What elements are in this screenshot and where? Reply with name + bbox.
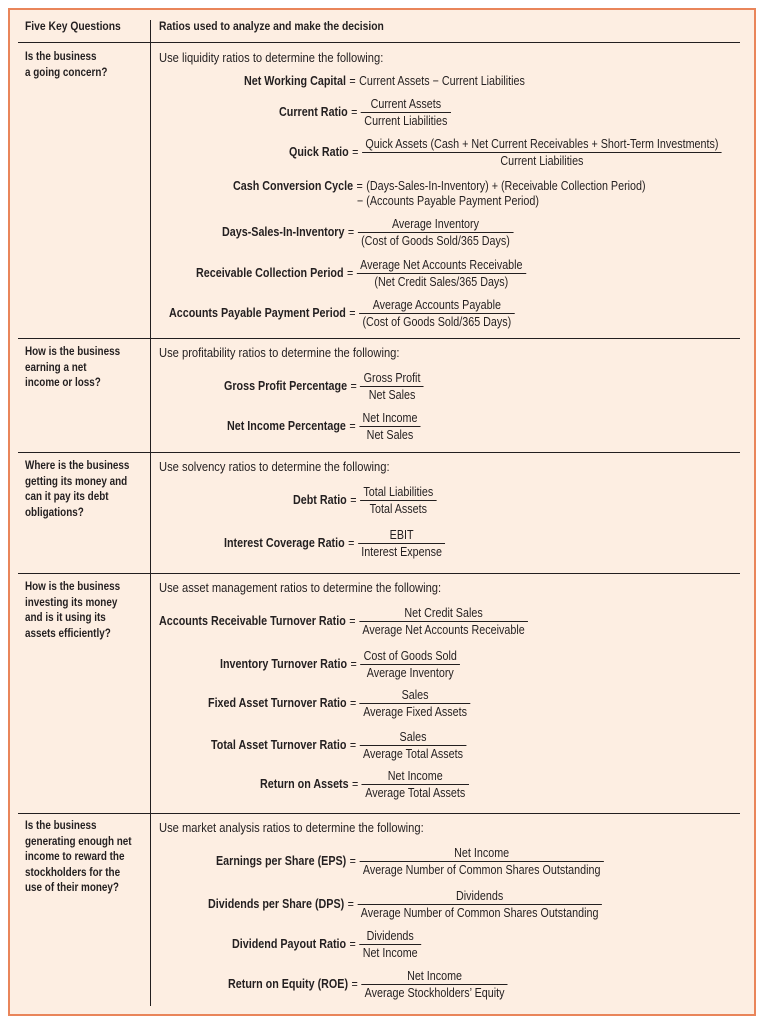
section-intro: Use asset management ratios to determine the following: bbox=[159, 580, 442, 595]
section-intro: Use market analysis ratios to determine the following: bbox=[159, 820, 424, 835]
question-reward-stockholders: Is the business generating enough net income to reward the stockholders for the use of their money? bbox=[25, 820, 132, 894]
section-intro: Use solvency ratios to determine the following: bbox=[159, 459, 390, 474]
section-rule bbox=[18, 573, 740, 574]
section-intro: Use profitability ratios to determine the following: bbox=[159, 345, 400, 360]
question-net-income: How is the business earning a net income or loss? bbox=[25, 346, 121, 389]
column-divider bbox=[150, 20, 151, 1006]
section-rule bbox=[18, 338, 740, 339]
header-rule bbox=[18, 42, 740, 43]
column-header-questions: Five Key Questions bbox=[25, 19, 121, 33]
section-rule bbox=[18, 813, 740, 814]
section-rule bbox=[18, 452, 740, 453]
question-debt-obligations: Where is the business getting its money and can it pay its debt obligations? bbox=[25, 460, 130, 519]
question-going-concern: Is the business a going concern? bbox=[25, 51, 108, 79]
formula-cash-conversion-cycle-line2: − (Accounts Payable Payment Period) bbox=[357, 194, 539, 208]
question-assets-efficiency: How is the business investing its money and is it using its assets efficiently? bbox=[25, 581, 121, 640]
section-intro: Use liquidity ratios to determine the following: bbox=[159, 50, 384, 65]
column-header-ratios: Ratios used to analyze and make the decision bbox=[159, 19, 384, 33]
